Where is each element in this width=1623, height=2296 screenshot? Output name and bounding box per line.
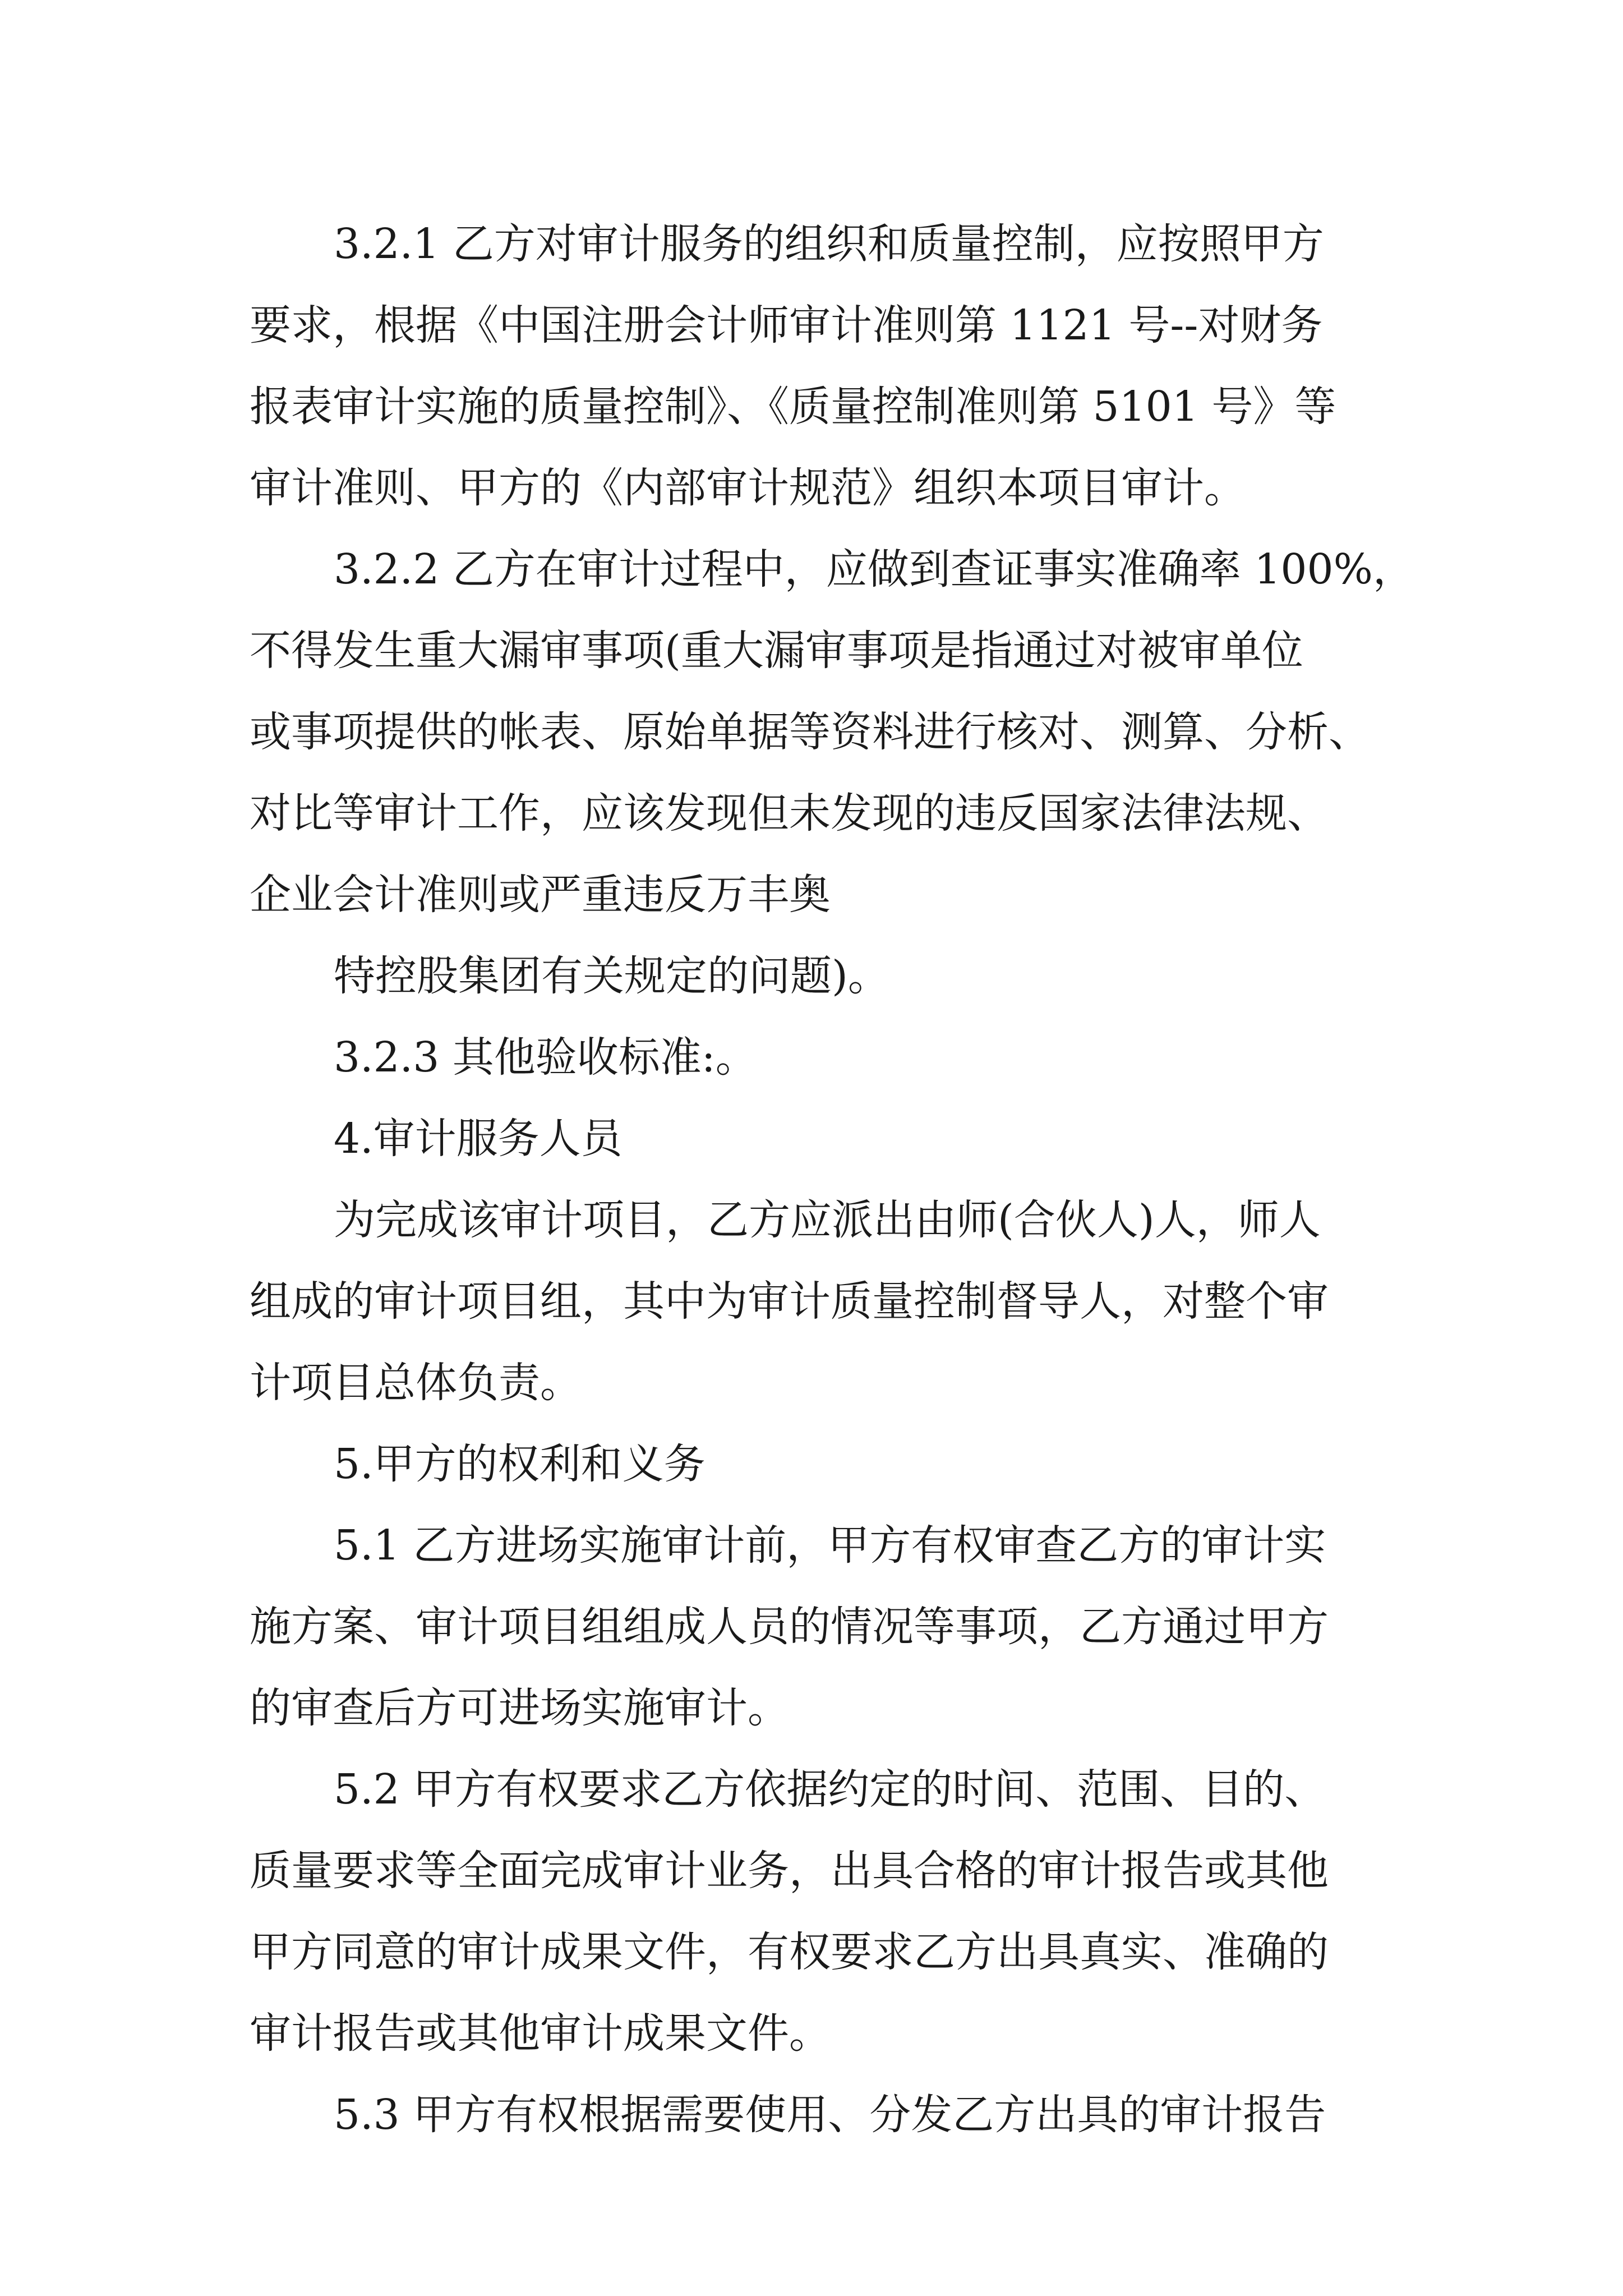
text-line: 5.2 甲方有权要求乙方依据约定的时间、范围、目的、 <box>334 1765 1326 1814</box>
text-line: 报表审计实施的质量控制》、《质量控制准则第 5101 号》等 <box>250 383 1336 431</box>
text-line: 甲方同意的审计成果文件，有权要求乙方出具真实、准确的 <box>250 1928 1329 1976</box>
text-line: 或事项提供的帐表、原始单据等资料进行核对、测算、分析、 <box>250 708 1370 756</box>
text-line: 施方案、审计项目组组成人员的情况等事项，乙方通过甲方 <box>250 1603 1329 1651</box>
text-line: 对比等审计工作，应该发现但未发现的违反国家法律法规、 <box>250 789 1329 838</box>
text-line: 组成的审计项目组，其中为审计质量控制督导人，对整个审 <box>250 1277 1329 1326</box>
text-line: 3.2.2 乙方在审计过程中，应做到查证事实准确率 100%， <box>334 545 1414 593</box>
text-line: 质量要求等全面完成审计业务，出具合格的审计报告或其他 <box>250 1847 1329 1895</box>
text-line: 企业会计准则或严重违反万丰奥 <box>250 871 831 919</box>
text-line: 的审查后方可进场实施审计。 <box>250 1684 789 1732</box>
text-line: 5.甲方的权利和义务 <box>334 1440 706 1488</box>
text-line: 审计报告或其他审计成果文件。 <box>250 2009 831 2058</box>
text-line: 要求，根据《中国注册会计师审计准则第 1121 号--对财务 <box>250 301 1323 349</box>
text-line: 3.2.1 乙方对审计服务的组织和质量控制，应按照甲方 <box>334 220 1324 268</box>
text-line: 为完成该审计项目，乙方应派出由师(合伙人)人，师人 <box>334 1196 1321 1244</box>
text-line: 4.审计服务人员 <box>334 1115 623 1163</box>
text-line: 5.1 乙方进场实施审计前，甲方有权审查乙方的审计实 <box>334 1521 1326 1570</box>
text-line: 特控股集团有关规定的问题)。 <box>334 952 889 1000</box>
text-line: 5.3 甲方有权根据需要使用、分发乙方出具的审计报告 <box>334 2091 1326 2139</box>
text-line: 审计准则、甲方的《内部审计规范》组织本项目审计。 <box>250 464 1246 512</box>
text-line: 计项目总体负责。 <box>250 1359 582 1407</box>
text-line: 不得发生重大漏审事项(重大漏审事项是指通过对被审单位 <box>250 627 1303 675</box>
text-line: 3.2.3 其他验收标准:。 <box>334 1033 757 1082</box>
